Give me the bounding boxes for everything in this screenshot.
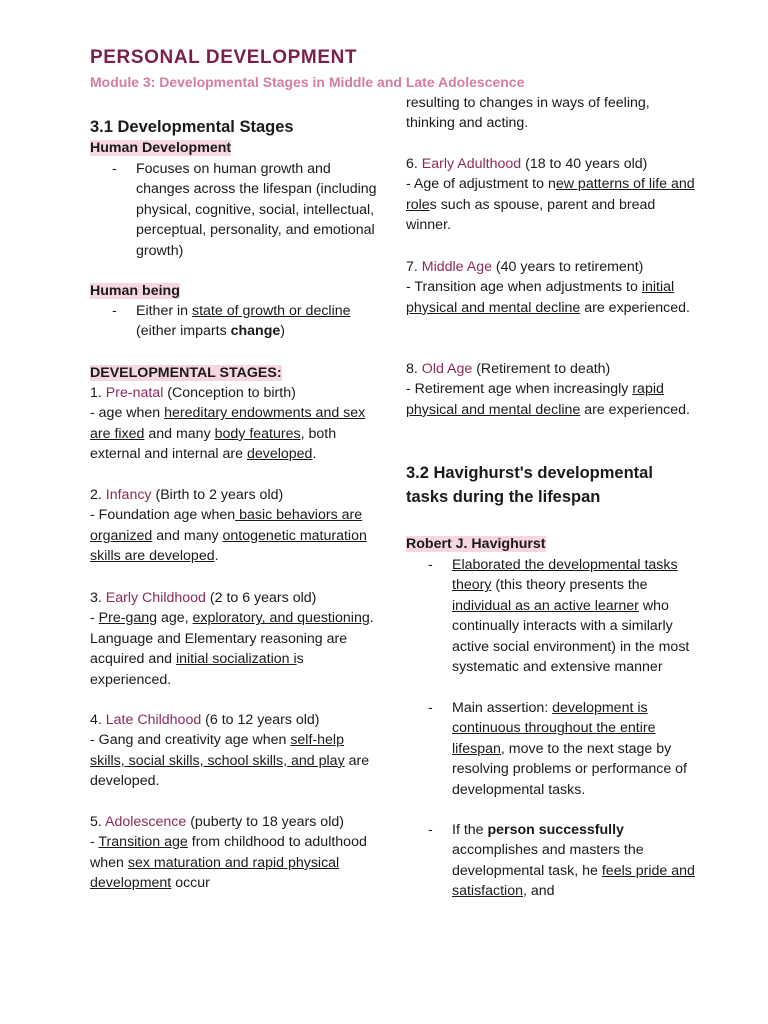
section-heading-3-2: 3.2 Havighurst's developmental tasks during the lifespan <box>406 464 653 506</box>
stage-middle-age: 7. Middle Age (40 years to retirement) - Transition age when adjustments to initial physical and mental decline are experienced. <box>406 259 690 316</box>
page-title: PERSONAL DEVELOPMENT <box>90 47 358 68</box>
stage-infancy: 2. Infancy (Birth to 2 years old) - Foundation age when basic behaviors are organized and many ontogenetic maturation skills are developed. <box>90 487 367 565</box>
bullet-text: If the person successfully accomplishes and masters the developmental task, he feels pride and satisfaction, and <box>452 822 695 900</box>
highlight-label: Human being <box>90 283 180 299</box>
bullet-text: Either in state of growth or decline (either imparts change) <box>136 303 351 340</box>
stage-late-childhood: 4. Late Childhood (6 to 12 years old) - Gang and creativity age when self-help skills, social skills, school skills, and play are developed. <box>90 712 370 790</box>
stage-adolescence: 5. Adolescence (puberty to 18 years old) - Transition age from childhood to adulthood when sex maturation and rapid physical development occur <box>90 814 367 892</box>
stage-name: Old Age <box>421 361 473 377</box>
module-subtitle: Module 3: Developmental Stages in Middle and Late Adolescence <box>90 74 525 90</box>
bullet-dash: - <box>112 161 117 177</box>
developmental-stages-label <box>90 363 380 383</box>
bullet-dash: - <box>428 700 433 716</box>
human-being-label <box>90 281 380 301</box>
bullet-text: Main assertion: development is continuous throughout the entire lifespan, move to the next stage by resolving problems or performance of developmental tasks. <box>452 700 687 798</box>
stage-old-age: 8. Old Age (Retirement to death) - Retirement age when increasingly rapid physical and mental decline are experienced. <box>406 361 690 418</box>
stage-early-adulthood: 6. Early Adulthood (18 to 40 years old) - Age of adjustment to new patterns of life and roles such as spouse, parent and bread winner. <box>406 156 695 234</box>
stage-name: Pre-natal <box>105 385 164 401</box>
bullet-text: Focuses on human growth and changes across the lifespan (including physical, cognitive, social, intellectual, perceptual, personality, and emotional growth) <box>136 161 377 259</box>
highlight-label: Robert J. Havighurst <box>406 536 546 552</box>
stage-name: Adolescence <box>105 814 187 830</box>
highlight-label: DEVELOPMENTAL STAGES: <box>90 365 282 381</box>
stage-name: Early Adulthood <box>421 156 522 172</box>
section-heading-3-1: 3.1 Developmental Stages <box>90 118 294 136</box>
stage-name: Middle Age <box>421 259 492 275</box>
bullet-dash: - <box>428 822 433 838</box>
stage-name: Late Childhood <box>105 712 202 728</box>
bullet-text: Elaborated the developmental tasks theory (this theory presents the individual as an active learner who continually interacts with a similarly active social environment) in the most systematic and extensive manner <box>452 557 690 676</box>
havighurst-label <box>406 534 696 554</box>
stage-early-childhood: 3. Early Childhood (2 to 6 years old) - Pre-gang age, exploratory, and questioning. Language and Elementary reasoning are acquired and initial socialization is experienced. <box>90 590 374 688</box>
adolescence-continuation: resulting to changes in ways of feeling, thinking and acting. <box>406 95 650 132</box>
stage-name: Infancy <box>105 487 152 503</box>
highlight-label: Human Development <box>90 140 232 156</box>
stage-prenatal: 1. Pre-natal (Conception to birth) - age when hereditary endowments and sex are fixed and many body features, both external and internal are developed. <box>90 385 366 463</box>
bullet-dash: - <box>428 557 433 573</box>
stage-name: Early Childhood <box>105 590 206 606</box>
human-development-label <box>90 138 380 158</box>
bullet-dash: - <box>112 303 117 319</box>
